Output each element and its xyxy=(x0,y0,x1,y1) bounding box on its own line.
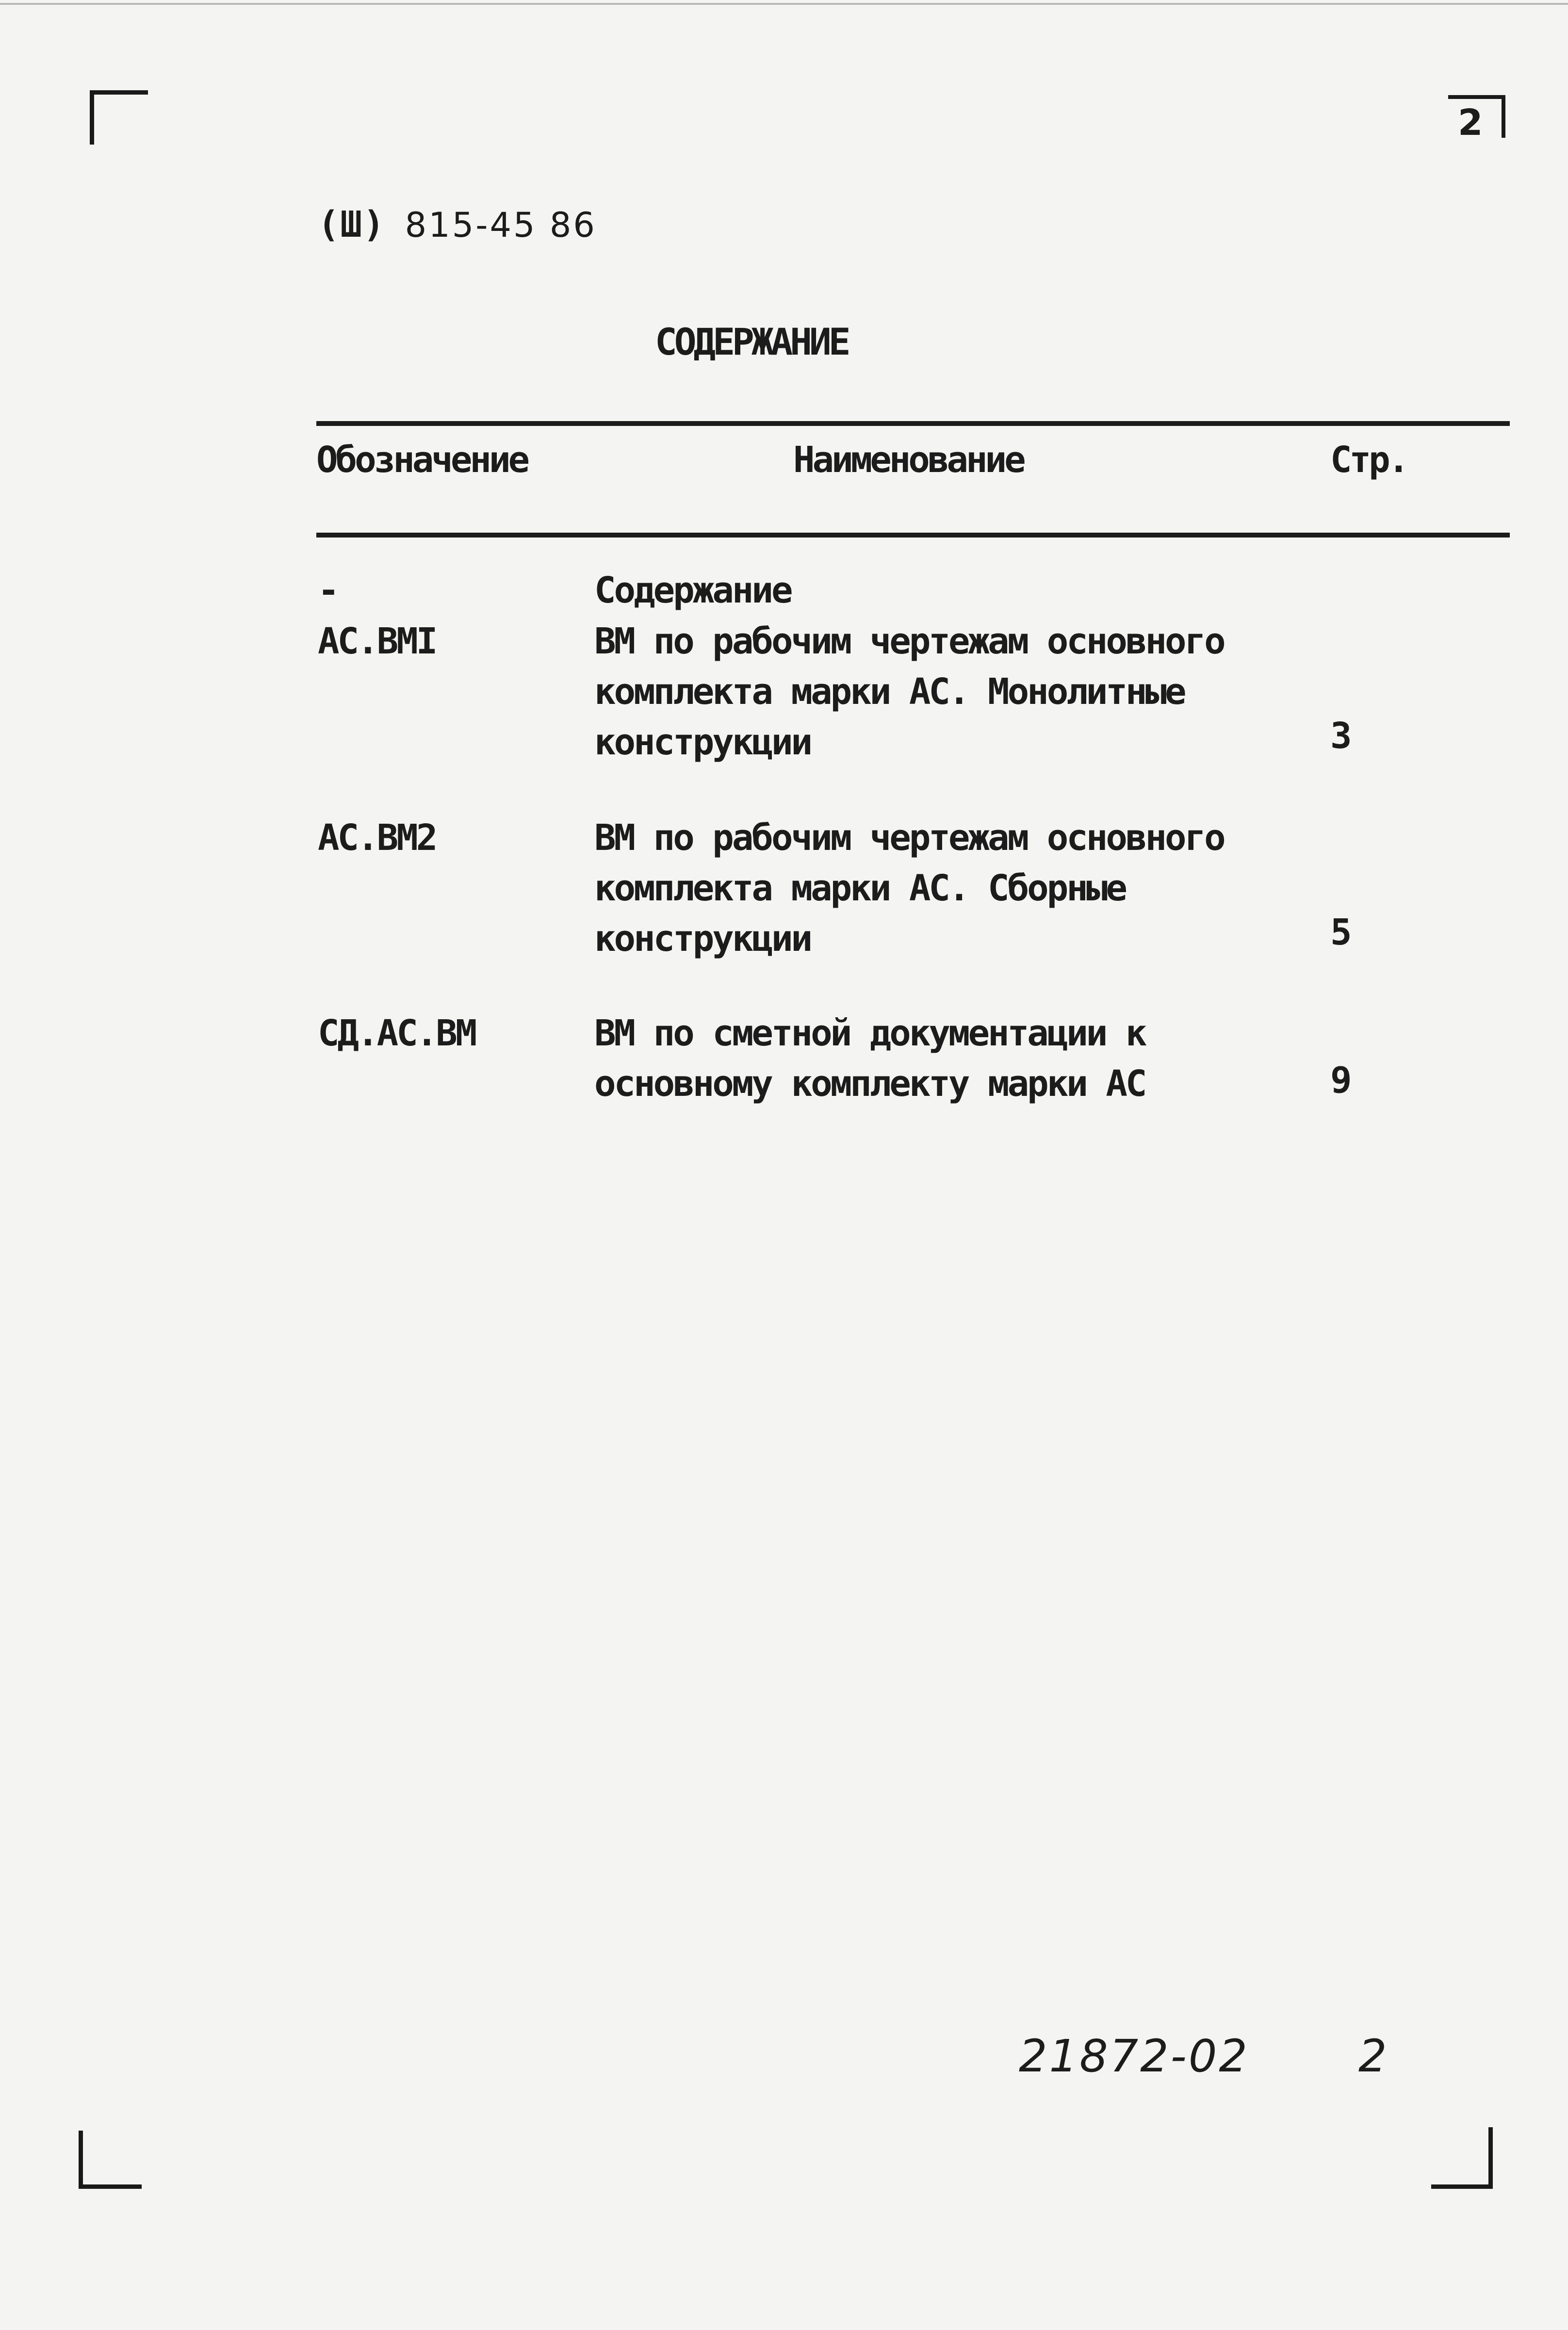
row-2-name xyxy=(594,813,1298,964)
header-page: Стр. xyxy=(1330,439,1407,481)
row-2-name-line-2: конструкции xyxy=(594,918,811,960)
page-title: СОДЕРЖАНИЕ xyxy=(655,320,848,363)
row-1-name-line-1: комплекта марки АС. Монолитные xyxy=(594,671,1185,713)
document-code xyxy=(318,204,597,245)
document-code-number: 815-45 86 xyxy=(405,205,597,245)
table-header-rule xyxy=(316,533,1510,538)
scan-top-border xyxy=(0,3,1568,5)
row-0-code: - xyxy=(318,570,338,611)
row-2-page: 5 xyxy=(1330,912,1350,953)
row-3-name-line-1: основному комплекту марки АС xyxy=(594,1063,1145,1105)
row-0-name-line-0: Содержание xyxy=(594,570,791,611)
row-3-page: 9 xyxy=(1330,1059,1350,1101)
row-3-name xyxy=(594,1008,1298,1109)
row-2-code: АС.ВМ2 xyxy=(318,817,436,859)
row-1-code: АС.ВМI xyxy=(318,620,436,662)
row-2-name-line-0: ВМ по рабочим чертежам основного xyxy=(594,817,1224,859)
document-code-prefix: (Ш) xyxy=(318,204,386,245)
row-3-name-line-0: ВМ по сметной документации к xyxy=(594,1012,1145,1054)
inventory-number: 21872-02 xyxy=(1019,2030,1249,2082)
table-top-rule xyxy=(316,421,1510,426)
footer-sheet-number: 2 xyxy=(1358,2030,1387,2082)
header-designation: Обозначение xyxy=(316,439,528,481)
row-1-name xyxy=(594,616,1298,767)
row-1-name-line-0: ВМ по рабочим чертежам основного xyxy=(594,620,1224,662)
page-number: 2 xyxy=(1458,102,1483,144)
row-1-page: 3 xyxy=(1330,715,1350,757)
row-0-name xyxy=(594,565,1298,616)
row-3-code: СД.АС.ВМ xyxy=(318,1012,475,1054)
row-1-name-line-2: конструкции xyxy=(594,721,811,763)
header-name: Наименование xyxy=(793,439,1024,481)
row-2-name-line-1: комплекта марки АС. Сборные xyxy=(594,867,1126,909)
